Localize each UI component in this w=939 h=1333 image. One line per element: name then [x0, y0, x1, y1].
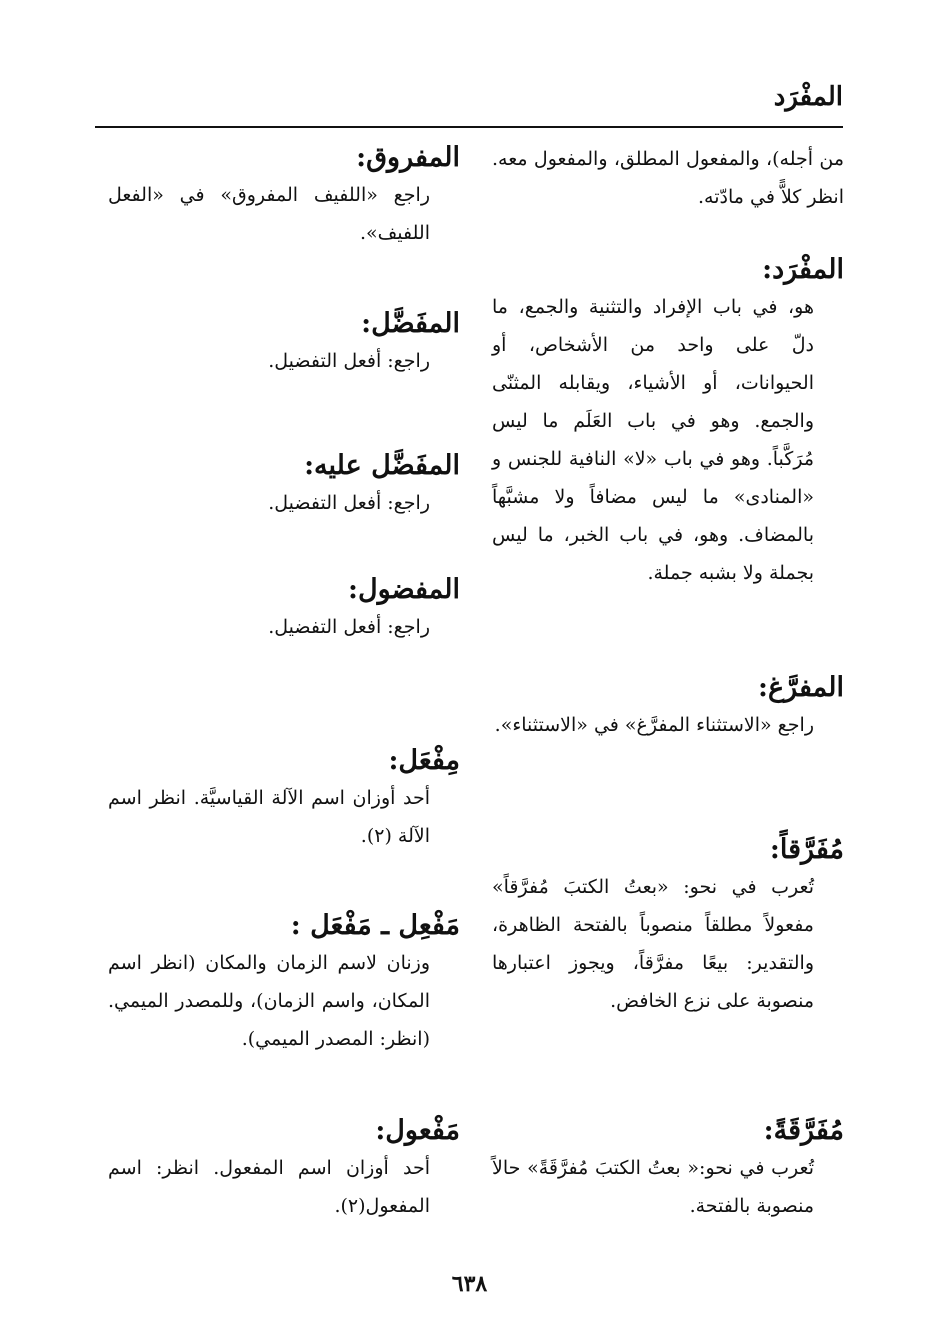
entry-headword: المفرَّغ: [758, 672, 844, 703]
entry-headword: مُفَرَّقاً: [769, 834, 844, 865]
entry-mufaddal [108, 306, 460, 380]
entry-headword: مَفْعول: [375, 1115, 460, 1146]
entry-mufarraqan [492, 832, 844, 1020]
entry-mafil-mafal [108, 908, 460, 1058]
running-header [95, 82, 843, 128]
entry-headword: المفَضَّل: [361, 308, 460, 339]
header-title: المفْرَد [773, 82, 843, 112]
entry-headword: المفْرَد: [762, 254, 844, 285]
entry-text: أحد أوزان اسم الآلة القياسيَّة. انظر اسم الآلة (٢). [108, 787, 430, 847]
entry-text: تُعرب في نحو:« بعتُ الكتبَ مُفرَّقَةً» حالاً منصوبة بالفتحة. [492, 1157, 814, 1217]
entry-text: راجع: أفعل التفضيل. [268, 616, 430, 638]
entry-text: راجع: أفعل التفضيل. [268, 350, 430, 372]
entry-text: راجع «اللفيف المفروق» في «الفعل اللفيف». [108, 184, 430, 244]
entry-headword: مُفَرَّقَةً: [763, 1115, 844, 1146]
entry-text: من أجله)، والمفعول المطلق، والمفعول معه. انظر كلاًّ في مادّته. [492, 148, 844, 208]
entry-mufaddal-alayh [108, 448, 460, 522]
entry-headword: المفضول: [348, 574, 460, 605]
entry-text: أحد أوزان اسم المفعول. انظر: اسم المفعول(٢). [108, 1157, 430, 1217]
entry-headword: مَفْعِل ـ مَفْعَل : [290, 910, 460, 941]
entry-mifal [108, 743, 460, 855]
entry-text: وزنان لاسم الزمان والمكان (انظر اسم المكان، واسم الزمان)، وللمصدر الميمي. (انظر: المصدر الميمي). [108, 952, 430, 1050]
page-number: ٦٣٨ [451, 1271, 488, 1297]
entry-text: تُعرب في نحو: «بعتُ الكتبَ مُفرَّقاً» مفعولاً مطلقاً منصوباً بالفتحة الظاهرة، والتقدير: بيعًا مفرَّقاً، ويجوز اعتبارها منصوبة على نزع الخافض. [492, 876, 814, 1012]
entry-mafdul [108, 572, 460, 646]
entry-continuation [492, 140, 844, 216]
entry-headword: مِفْعَل: [388, 745, 460, 776]
entry-headword: المفَضَّل عليه: [304, 450, 460, 481]
entry-text: هو، في باب الإفراد والتثنية والجمع، ما دلّ على واحد من الأشخاص، أو الحيوانات، أو الأشياء، ويقابله المثنّى والجمع. وهو في باب العَلَم ما ليس مُرَكَّباً. وهو في باب «لا» النافية للجنس و «المنادى» ما ليس مضافاً ولا مشبَّهاً بالمضاف. وهو، في باب الخبر، ما ليس بجملة ولا بشبه جملة. [492, 296, 814, 584]
entry-text: راجع: أفعل التفضيل. [268, 492, 430, 514]
entry-mufrad [492, 252, 844, 592]
entry-mafool [108, 1113, 460, 1225]
entry-headword: المفروق: [356, 142, 460, 173]
entry-mufarragh [492, 670, 844, 744]
entry-text: راجع «الاستثناء المفرَّغ» في «الاستثناء». [494, 714, 814, 736]
entry-mufarraqatan [492, 1113, 844, 1225]
entry-mafruq [108, 140, 460, 252]
